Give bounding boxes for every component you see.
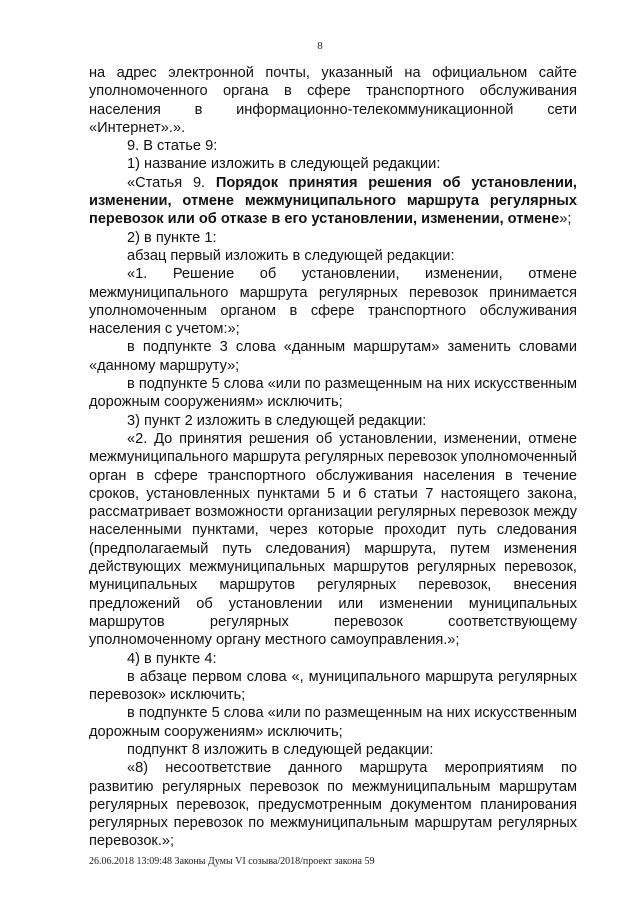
paragraph-article-9: 9. В статье 9: [127, 138, 218, 155]
paragraph-point-2: 3) пункт 2 изложить в следующей редакции: [127, 412, 427, 429]
paragraph-subpoint-8-text: «8) несоответствие данного маршрута мероприятиям по развитию регулярных перевозок по межмуниципальным маршрутам регулярных перевозок, предусмотренным документом планирования регулярных перевозок по межмуниципальным маршрутам регулярных перевозок.»; [89, 760, 577, 850]
article-title-suffix: »; [559, 211, 572, 228]
page-number: 8 [317, 40, 323, 52]
paragraph-decision-text: «1. Решение об установлении, изменении, отмене межмуниципального маршрута регулярных перевозок принимается уполномоченным органом в сфере транспортного обслуживания населения с учетом:»; [89, 266, 577, 338]
document-body [89, 64, 577, 851]
paragraph-point-4: 4) в пункте 4: [127, 650, 217, 667]
paragraph-point-1: 2) в пункте 1: [127, 229, 217, 246]
article-title-bold: Порядок принятия решения об установлении, изменении, отмене межмуниципального маршрута регулярных перевозок или об отказе в его установлении, изменении, отмене [89, 174, 577, 228]
paragraph-subpoint-5: в подпункте 5 слова «или по размещенным на них искусственным дорожным сооружениям» исключить; [89, 376, 577, 411]
article-title-prefix: «Статья 9. [127, 174, 216, 191]
paragraph-point-2-text: «2. До принятия решения об установлении, изменении, отмене межмуниципального маршрута регулярных перевозок уполномоченный орган в сфере транспортного обслуживания населения в течение сроков, установленных пунктами 5 и 6 статьи 7 настоящего закона, рассматривает возможности организации регулярных перевозок между населенными пунктами, через которые проходит путь следования (предполагаемый путь следования) маршрута, путем изменения действующих межмуниципальных маршрутов регулярных перевозок, муниципальных маршрутов регулярных перевозок, внесения предложений об установлении или изменении муниципальных маршрутов регулярных перевозок соответствующему уполномоченному органу местного самоуправления.»; [89, 430, 577, 649]
paragraph-email-address: на адрес электронной почты, указанный на официальном сайте уполномоченного органа в сфере транспортного обслуживания населения в информационно-телекоммуникационной сети «Интернет».». [89, 65, 577, 136]
paragraph-article-title [89, 174, 577, 229]
paragraph-subpoint-8: подпункт 8 изложить в следующей редакции: [127, 741, 434, 758]
paragraph-subpoint-5-second: в подпункте 5 слова «или по размещенным на них искусственным дорожным сооружениям» исключить; [89, 705, 577, 740]
paragraph-abzac-first: в абзаце первом слова «, муниципального маршрута регулярных перевозок» исключить; [89, 668, 577, 704]
document-footer: 26.06.2018 13:09:48 Законы Думы VI созыва/2018/проект закона 59 [89, 856, 375, 867]
paragraph-title-change: 1) название изложить в следующей редакции: [127, 156, 441, 173]
paragraph-first-abzac: абзац первый изложить в следующей редакции: [127, 247, 455, 264]
paragraph-subpoint-3: в подпункте 3 слова «данным маршрутам» заменить словами «данному маршруту»; [89, 339, 577, 374]
